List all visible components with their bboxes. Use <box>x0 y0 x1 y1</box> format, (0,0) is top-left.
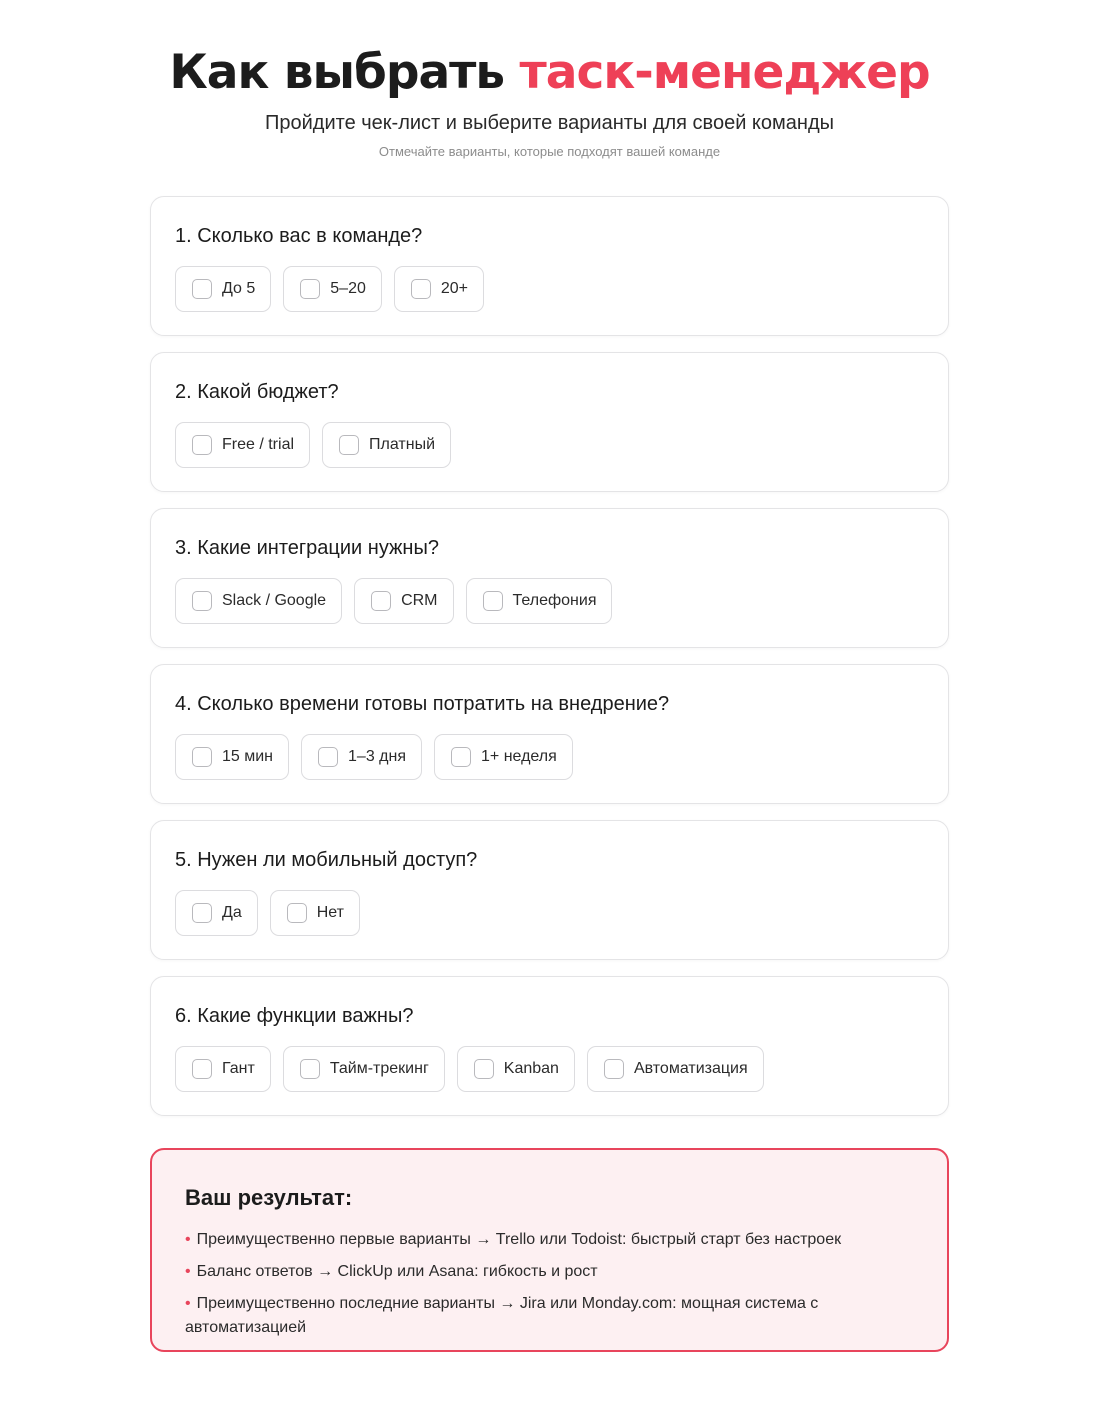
checkbox[interactable] <box>451 747 471 767</box>
result-item <box>185 1260 914 1284</box>
options-group <box>175 578 924 624</box>
option-mobile-yes[interactable] <box>175 890 258 936</box>
option-setup-1-week-plus[interactable] <box>434 734 573 780</box>
option-label: CRM <box>401 592 438 609</box>
option-integration-telephony[interactable] <box>466 578 613 624</box>
question-card-2 <box>150 352 949 492</box>
option-label: Платный <box>369 436 435 453</box>
bullet-icon: • <box>185 1295 191 1312</box>
option-team-5-20[interactable] <box>283 266 382 312</box>
bullet-icon: • <box>185 1231 191 1248</box>
option-budget-paid[interactable] <box>322 422 451 468</box>
options-group <box>175 266 924 312</box>
option-setup-1-3-days[interactable] <box>301 734 422 780</box>
question-title: 4. Сколько времени готовы потратить на внедрение? <box>175 693 670 715</box>
result-panel <box>150 1148 949 1352</box>
result-title: Ваш результат: <box>185 1185 353 1210</box>
question-card-6 <box>150 976 949 1116</box>
question-title: 2. Какой бюджет? <box>175 381 339 403</box>
option-team-up-to-5[interactable] <box>175 266 271 312</box>
checkbox[interactable] <box>192 591 212 611</box>
checkbox[interactable] <box>474 1059 494 1079</box>
question-title: 1. Сколько вас в команде? <box>175 225 423 247</box>
option-label: Телефония <box>512 592 597 609</box>
checkbox[interactable] <box>339 435 359 455</box>
question-card-5 <box>150 820 949 960</box>
result-item-text: Преимущественно первые варианты → Trello или Todoist: быстрый старт без настроек <box>196 1231 842 1248</box>
option-label: 1+ неделя <box>481 748 557 765</box>
option-feature-kanban[interactable] <box>457 1046 575 1092</box>
option-label: 20+ <box>440 280 468 297</box>
option-team-20-plus[interactable] <box>394 266 484 312</box>
options-group <box>175 734 924 780</box>
option-label: Нет <box>316 904 344 921</box>
option-label: 5–20 <box>330 280 366 297</box>
page-header <box>0 42 1099 160</box>
page-title <box>0 42 1099 104</box>
checkbox[interactable] <box>192 1059 212 1079</box>
option-label: Kanban <box>503 1060 559 1077</box>
checkbox[interactable] <box>287 903 307 923</box>
result-item-text: Баланс ответов → ClickUp или Asana: гибкость и рост <box>196 1263 598 1280</box>
checkbox[interactable] <box>483 591 503 611</box>
option-label: Автоматизация <box>633 1060 748 1077</box>
bullet-icon: • <box>185 1263 191 1280</box>
title-accent: таск-менеджер <box>519 45 930 100</box>
checkbox[interactable] <box>371 591 391 611</box>
checkbox[interactable] <box>300 279 320 299</box>
checkbox[interactable] <box>192 435 212 455</box>
option-label: 15 мин <box>222 748 274 765</box>
checkbox[interactable] <box>300 1059 320 1079</box>
option-label: Free / trial <box>222 436 295 453</box>
checkbox[interactable] <box>192 903 212 923</box>
option-label: Гант <box>222 1060 255 1077</box>
option-label: Slack / Google <box>222 592 327 609</box>
option-label: До 5 <box>222 280 256 297</box>
result-item <box>185 1228 914 1252</box>
checkbox[interactable] <box>192 747 212 767</box>
questions-list <box>150 196 949 1132</box>
result-item <box>185 1292 914 1340</box>
option-feature-gantt[interactable] <box>175 1046 271 1092</box>
question-title: 6. Какие функции важны? <box>175 1005 414 1027</box>
page-subtitle: Пройдите чек-лист и выберите варианты для своей команды <box>265 112 834 134</box>
result-item-text: Преимущественно последние варианты → Jira или Monday.com: мощная система с автоматизацией <box>185 1295 819 1336</box>
option-integration-crm[interactable] <box>354 578 453 624</box>
option-mobile-no[interactable] <box>270 890 360 936</box>
option-feature-automation[interactable] <box>587 1046 764 1092</box>
title-main: Как выбрать <box>169 45 505 100</box>
option-label: 1–3 дня <box>348 748 406 765</box>
checkbox[interactable] <box>318 747 338 767</box>
checkbox[interactable] <box>192 279 212 299</box>
option-integration-slack-google[interactable] <box>175 578 342 624</box>
option-budget-free[interactable] <box>175 422 310 468</box>
question-title: 3. Какие интеграции нужны? <box>175 537 439 559</box>
page-hint: Отмечайте варианты, которые подходят вашей команде <box>378 144 721 159</box>
question-card-4 <box>150 664 949 804</box>
option-label: Да <box>222 904 242 921</box>
option-setup-15-min[interactable] <box>175 734 289 780</box>
option-label: Тайм-трекинг <box>329 1060 429 1077</box>
checkbox[interactable] <box>411 279 431 299</box>
checkbox[interactable] <box>604 1059 624 1079</box>
options-group <box>175 1046 924 1092</box>
option-feature-time-tracking[interactable] <box>283 1046 445 1092</box>
options-group <box>175 422 924 468</box>
question-card-3 <box>150 508 949 648</box>
question-title: 5. Нужен ли мобильный доступ? <box>175 849 478 871</box>
options-group <box>175 890 924 936</box>
question-card-1 <box>150 196 949 336</box>
